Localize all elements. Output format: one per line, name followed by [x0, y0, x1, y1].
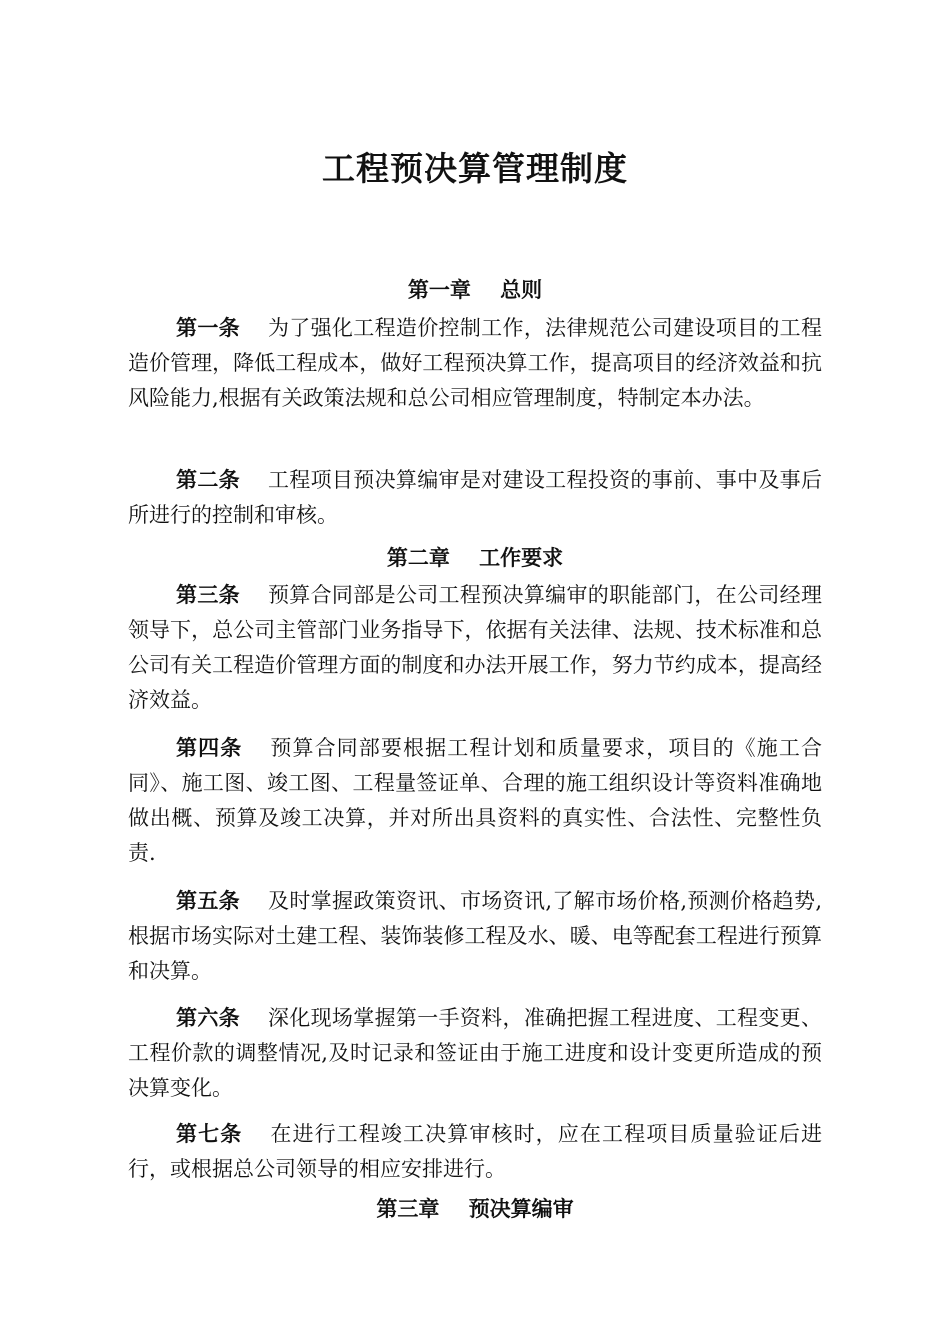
article-text: 预算合同部是公司工程预决算编审的职能部门，在公司经理领导下，总公司主管部门业务指导下，依据有关法律、法规、技术标准和总公司有关工程造价管理方面的制度和办法开展工作，努力节约成本，提高经济效益。 — [128, 583, 823, 712]
chapter-heading: 第三章 预决算编审 — [376, 1197, 574, 1221]
article-paragraph — [128, 578, 822, 718]
chapter-heading: 第一章 总则 — [407, 278, 543, 302]
article-paragraph — [128, 311, 822, 416]
article-paragraph — [128, 731, 822, 871]
document-page — [128, 0, 822, 1344]
article-label: 第三条 — [176, 583, 240, 607]
article-paragraph — [128, 1001, 822, 1106]
article-text: 及时掌握政策资讯、市场资讯,了解市场价格,预测价格趋势,根据市场实际对土建工程、装饰装修工程及水、暖、电等配套工程进行预算和决算。 — [128, 889, 822, 983]
document-title: 工程预决算管理制度 — [322, 149, 628, 188]
article-paragraph — [128, 884, 822, 989]
article-label: 第二条 — [176, 468, 240, 492]
article-text: 深化现场掌握第一手资料，准确把握工程进度、工程变更、工程价款的调整情况,及时记录和签证由于施工进度和设计变更所造成的预决算变化。 — [128, 1006, 823, 1100]
article-label: 第六条 — [176, 1006, 240, 1030]
article-text: 为了强化工程造价控制工作，法律规范公司建设项目的工程造价管理，降低工程成本，做好工程预决算工作，提高项目的经济效益和抗风险能力,根据有关政策法规和总公司相应管理制度，特制定本办法。 — [128, 316, 823, 410]
article-text: 在进行工程竣工决算审核时，应在工程项目质量验证后进行，或根据总公司领导的相应安排进行。 — [128, 1122, 823, 1181]
chapter-heading: 第二章 工作要求 — [386, 546, 564, 570]
article-text: 预算合同部要根据工程计划和质量要求，项目的《施工合同》、施工图、竣工图、工程量签证单、合理的施工组织设计等资料准确地做出概、预算及竣工决算，并对所出具资料的真实性、合法性、完整性负责. — [128, 736, 823, 865]
article-label: 第七条 — [176, 1122, 243, 1146]
article-text: 工程项目预决算编审是对建设工程投资的事前、事中及事后所进行的控制和审核。 — [128, 468, 823, 527]
article-paragraph — [128, 1117, 822, 1187]
article-label: 第四条 — [176, 736, 243, 760]
article-label: 第五条 — [176, 889, 240, 913]
article-label: 第一条 — [176, 316, 240, 340]
article-paragraph — [128, 463, 822, 533]
